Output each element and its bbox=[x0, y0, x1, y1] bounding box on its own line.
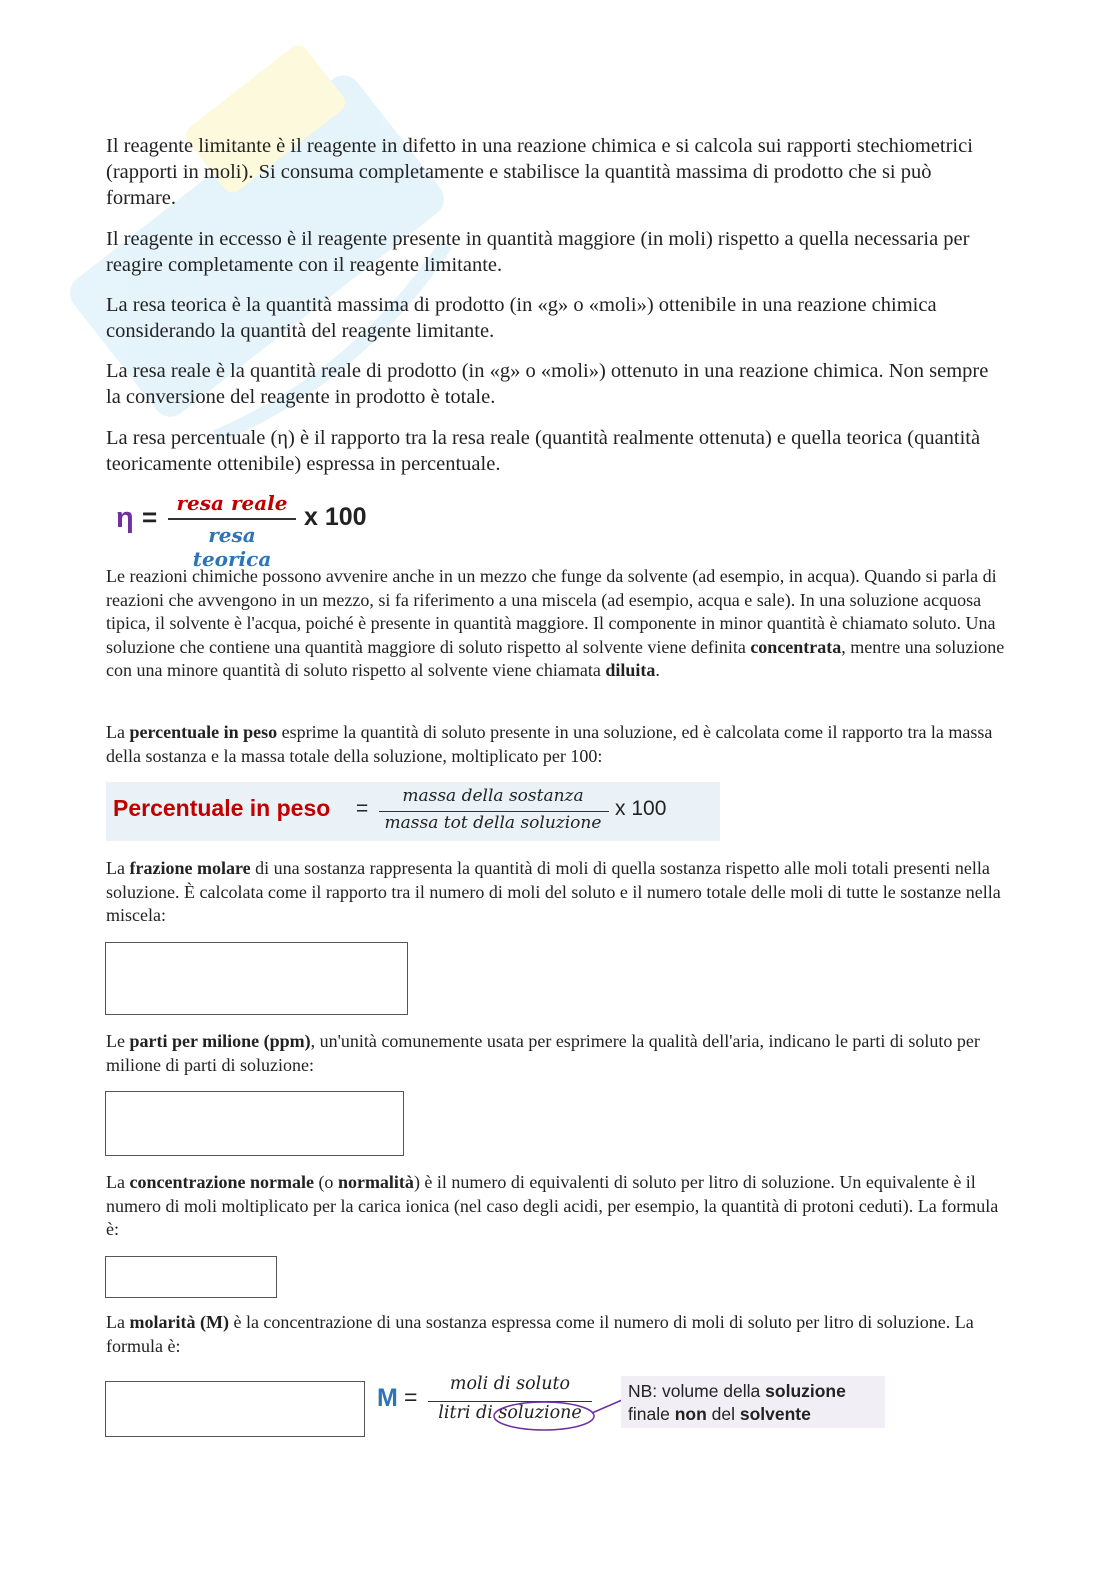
term-normalita: normalità bbox=[337, 1172, 414, 1192]
formula-ppm-placeholder bbox=[105, 1091, 404, 1156]
term-concentrata: concentrata bbox=[750, 636, 842, 657]
note-non: non bbox=[674, 1404, 707, 1424]
note-box bbox=[621, 1376, 885, 1428]
paragraph-resa-reale: La resa reale è la quantità reale di prodotto (in «g» o «moli») ottenuto in una reazione chimica. Non sempre la conversione del reagente in prodotto è totale. bbox=[106, 360, 989, 408]
equals-sign: = bbox=[404, 1384, 418, 1410]
text: La bbox=[106, 858, 130, 878]
fraction-line bbox=[168, 518, 296, 520]
formula-frazione-molare-placeholder bbox=[105, 942, 408, 1015]
multiplier: x 100 bbox=[304, 503, 367, 531]
text: , un'unità comunemente usata per esprimere la qualità dell'aria, indicano le parti di soluto per milione di parti di soluzione: bbox=[106, 1031, 980, 1075]
paragraph-normalita bbox=[106, 1171, 1006, 1242]
term-frazione-molare: frazione molare bbox=[129, 858, 251, 878]
text: di una sostanza rappresenta la quantità di moli di quella sostanza rispetto alle moli totali presenti nella soluzione. È calcolata come il rapporto tra il numero di moli del soluto e il numero totale delle moli di tutte le sostanze nella miscela: bbox=[106, 858, 1001, 925]
paragraph-percentuale-peso bbox=[106, 721, 1006, 768]
paragraph-frazione-molare bbox=[106, 857, 1006, 928]
text: La bbox=[106, 1312, 130, 1332]
term-diluita: diluita bbox=[605, 660, 656, 680]
text: è la concentrazione di una sostanza espressa come il numero di moli di soluto per litro di soluzione. La formula è: bbox=[106, 1312, 974, 1356]
paragraph-soluzioni bbox=[106, 565, 1006, 683]
text: NB: volume della bbox=[628, 1381, 766, 1401]
text: ) è il numero di equivalenti di soluto per litro di soluzione. Un equivalente è il numero di moli moltiplicato per la carica ionica (nel caso degli acidi, per esempio, la quantità di protoni ceduti). La formula è: bbox=[106, 1172, 999, 1239]
formula-percentuale-peso bbox=[106, 782, 720, 841]
formula-normalita-placeholder bbox=[105, 1256, 277, 1298]
percentuale-label: Percentuale in peso bbox=[113, 795, 331, 821]
note-line-2 bbox=[628, 1403, 885, 1426]
peso-numerator: massa della sostanza bbox=[402, 786, 584, 806]
term-molarita: molarità (M) bbox=[129, 1312, 229, 1332]
molarity-symbol: M bbox=[377, 1384, 398, 1412]
resa-denominator: resa teorica bbox=[192, 523, 272, 571]
soluzione-circle-annotation bbox=[488, 1396, 624, 1436]
term-ppm: parti per milione (ppm) bbox=[129, 1031, 311, 1051]
multiplier: x 100 bbox=[615, 797, 667, 820]
note-soluzione: soluzione bbox=[765, 1381, 846, 1401]
molarita-numerator: moli di soluto bbox=[449, 1374, 571, 1394]
text: finale bbox=[628, 1404, 675, 1424]
eta-symbol: η bbox=[116, 502, 134, 534]
paragraph-molarita bbox=[106, 1311, 1006, 1358]
fraction-line bbox=[379, 811, 609, 812]
text: del bbox=[706, 1404, 740, 1424]
paragraph-resa-percentuale: La resa percentuale (η) è il rapporto tra la resa reale (quantità realmente ottenuta) e quella teorica (quantità teoricamente ottenibile) espressa in percentuale. bbox=[106, 427, 981, 475]
formula-molarita-placeholder bbox=[105, 1381, 365, 1437]
molarita-denominator: litri di soluzione bbox=[438, 1403, 582, 1423]
text: esprime la quantità di soluto presente in una soluzione, ed è calcolata come il rapporto tra la massa della sostanza e la massa totale della soluzione, moltiplicato per 100: bbox=[106, 722, 993, 766]
term-percentuale-peso: percentuale in peso bbox=[129, 722, 278, 742]
paragraph-reagente-eccesso: Il reagente in eccesso è il reagente presente in quantità maggiore (in moli) rispetto a quella necessaria per reagire completamente con il reagente limitante. bbox=[106, 228, 970, 276]
peso-denominator: massa tot della soluzione bbox=[384, 813, 602, 833]
resa-numerator: resa reale bbox=[176, 491, 288, 515]
paragraph-reagente-limitante: Il reagente limitante è il reagente in difetto in una reazione chimica e si calcola sui rapporti stechiometrici (rapporti in moli). Si consuma completamente e stabilisce la quantità massima di prodotto che si può formare. bbox=[106, 135, 973, 209]
text: , mentre una soluzione con una minore quantità di soluto rispetto al solvente viene chiamata bbox=[106, 636, 1005, 680]
text: La bbox=[106, 722, 130, 742]
equals-sign: = bbox=[142, 502, 158, 532]
note-solvente: solvente bbox=[739, 1404, 811, 1424]
text: (o bbox=[313, 1172, 338, 1192]
text: Le bbox=[106, 1031, 130, 1051]
term-concentrazione-normale: concentrazione normale bbox=[129, 1172, 314, 1192]
text: La bbox=[106, 1172, 130, 1192]
text: . bbox=[655, 660, 660, 680]
note-line-1 bbox=[628, 1380, 885, 1403]
paragraph-resa-teorica: La resa teorica è la quantità massima di prodotto (in «g» o «moli») ottenibile in una reazione chimica considerando la quantità del reagente limitante. bbox=[106, 294, 937, 342]
paragraph-ppm bbox=[106, 1030, 1006, 1077]
text: Le reazioni chimiche possono avvenire anche in un mezzo che funge da solvente (ad esempio, in acqua). Quando si parla di reazioni che avvengono in un mezzo, si fa riferimento a una miscela (ad esempio, acqua e sale). In una soluzione acquosa tipica, il solvente è l'acqua, poiché è presente in quantità maggiore. Il componente in minor quantità è chiamato soluto. Una soluzione che contiene una quantità maggiore di soluto rispetto al solvente viene definita bbox=[106, 566, 997, 657]
equals-sign: = bbox=[356, 797, 369, 820]
